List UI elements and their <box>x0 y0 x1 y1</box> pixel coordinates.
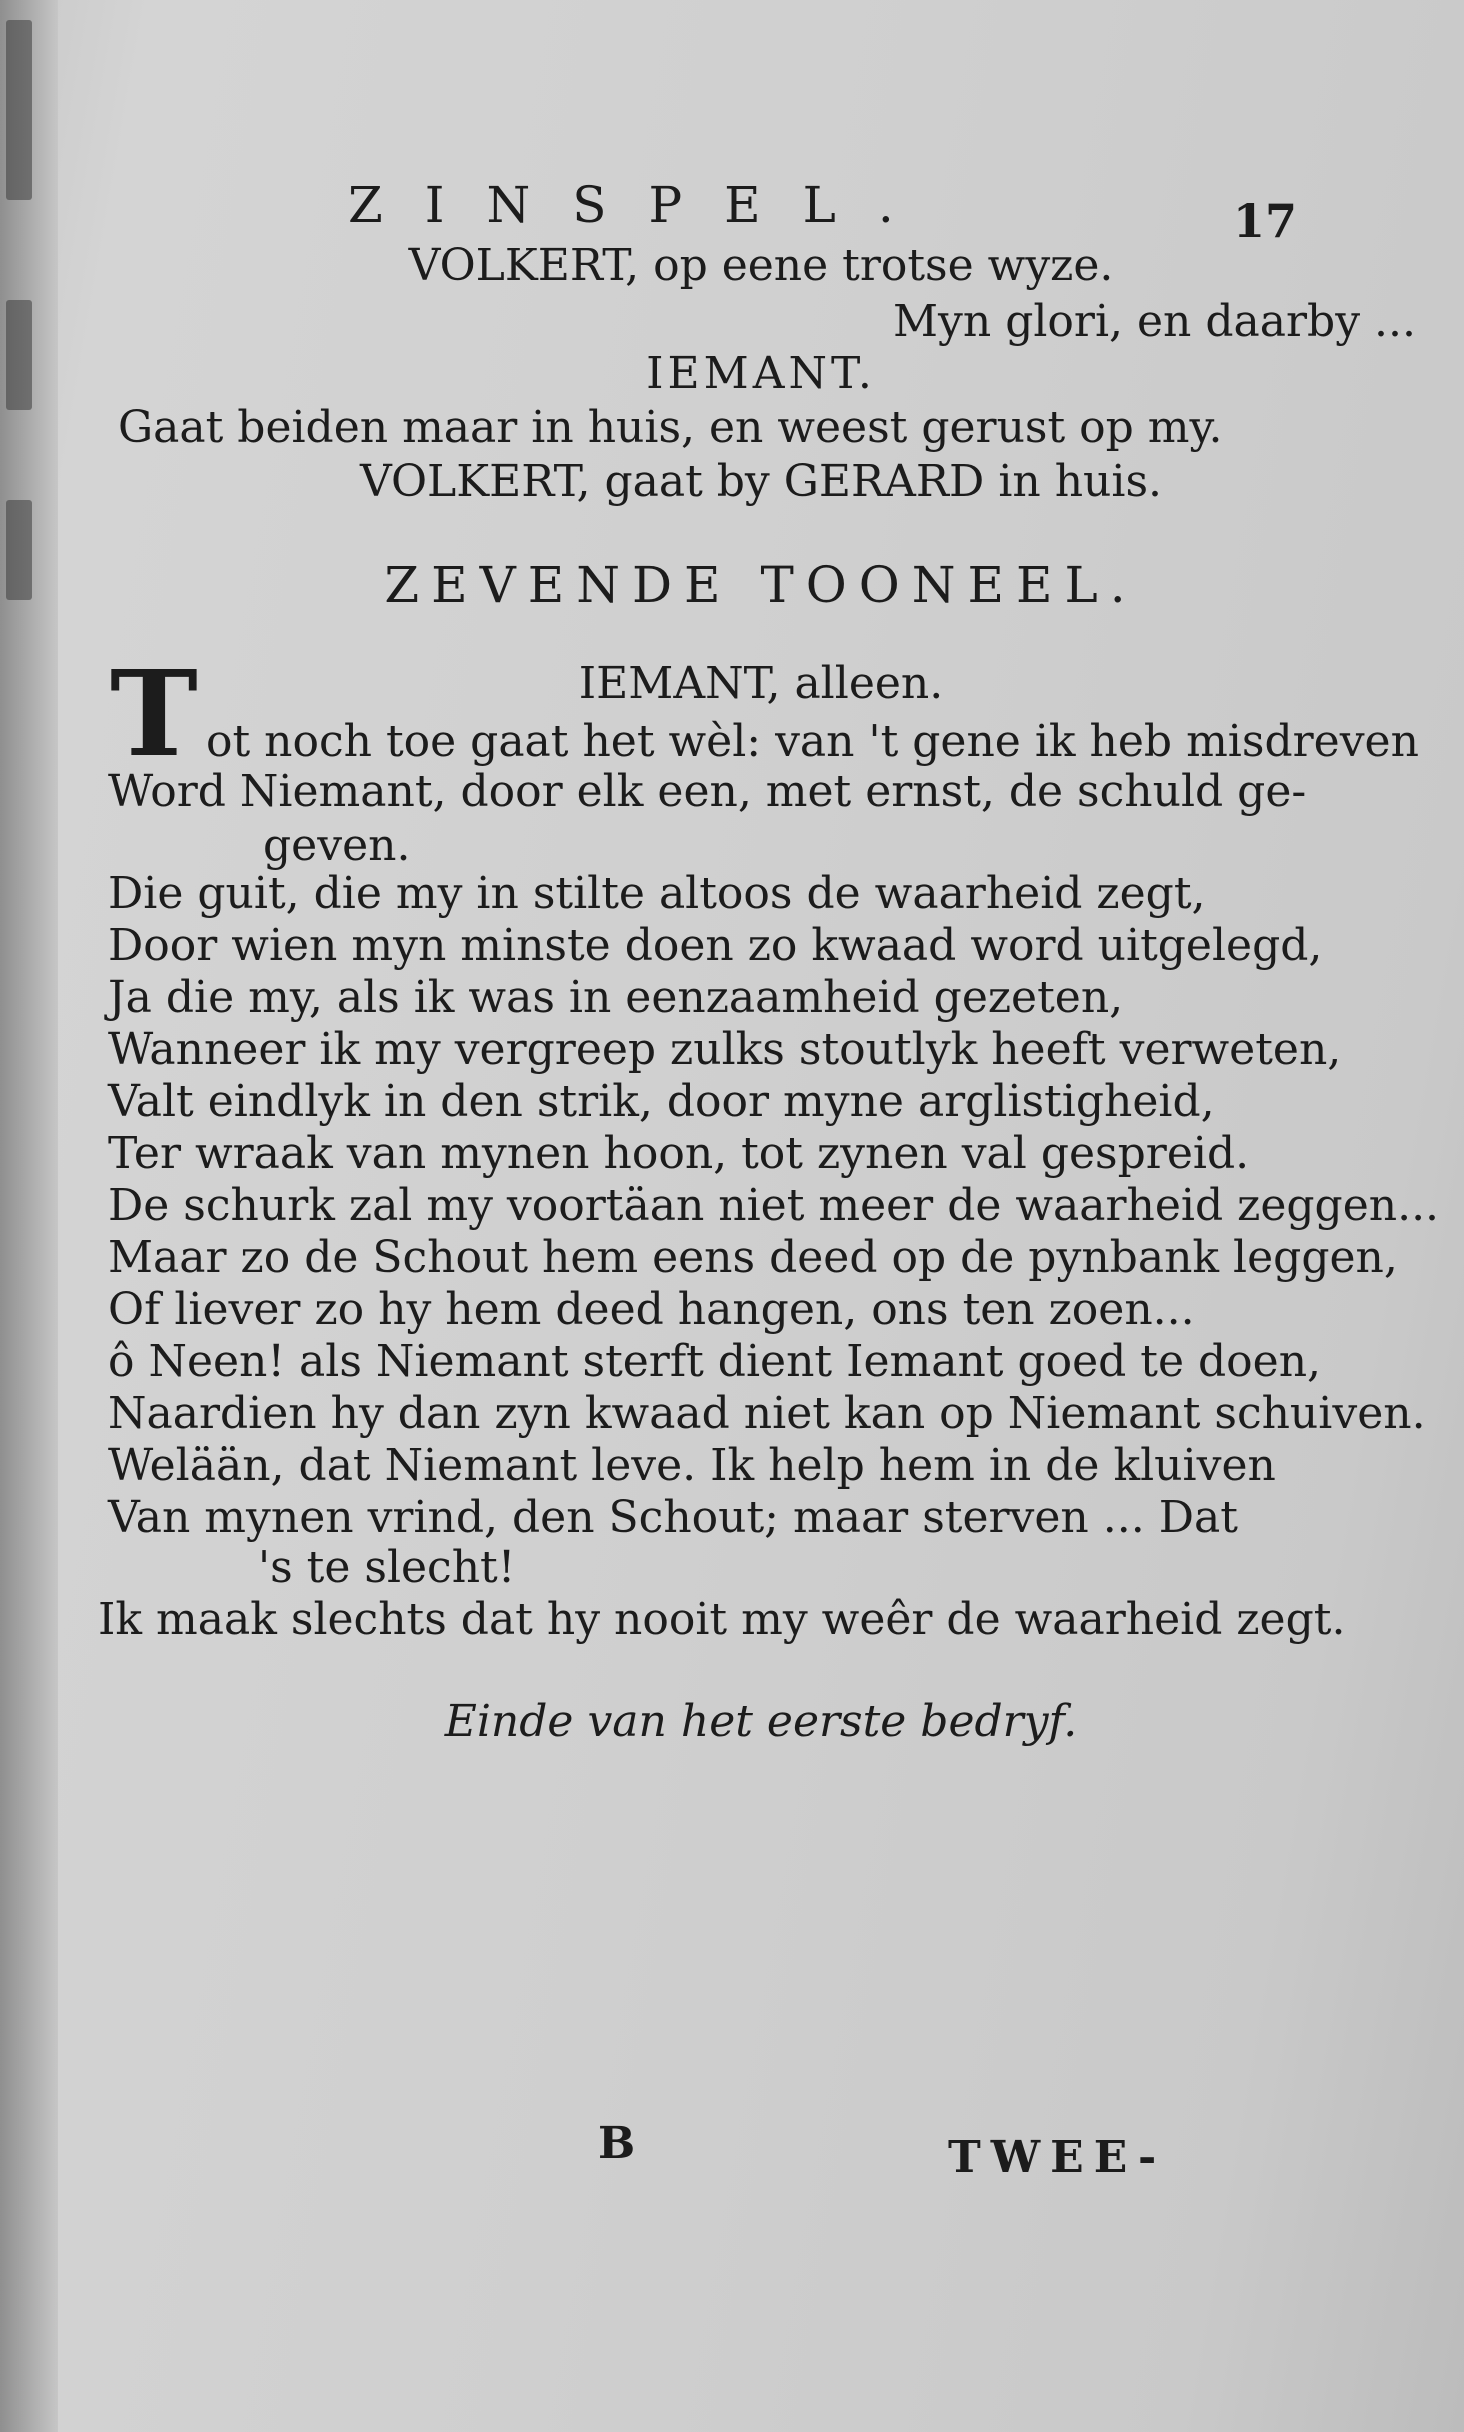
verse-line: Die guit, die my in stilte altoos de waarheid zegt, <box>108 868 1206 919</box>
facing-page-ink-mark <box>6 500 32 600</box>
verse-line: Welään, dat Niemant leve. Ik help hem in de kluiven <box>108 1440 1276 1491</box>
verse-line: Door wien myn minste doen zo kwaad word uitgelegd, <box>108 920 1323 971</box>
stage-direction-volkert-exit: VOLKERT, gaat by GERARD in huis. <box>359 456 1163 507</box>
verse-line: ot noch toe gaat het wèl: van 't gene ik heb misdreven <box>206 716 1419 767</box>
speaker-iemant-alone: IEMANT, alleen. <box>578 658 944 709</box>
drop-cap: T <box>110 644 198 783</box>
verse-line-myn-glori: Myn glori, en daarby ... <box>892 296 1416 347</box>
facing-page-ink-mark <box>6 20 32 200</box>
verse-line: geven. <box>263 820 411 871</box>
stage-direction-volkert-proud: VOLKERT, op eene trotse wyze. <box>408 240 1114 291</box>
facing-page-ink-mark <box>6 300 32 410</box>
page-number: 17 <box>1233 194 1298 248</box>
verse-line: Valt eindlyk in den strik, door myne arglistigheid, <box>108 1076 1215 1127</box>
verse-line: 's te slecht! <box>258 1542 516 1593</box>
book-page <box>58 0 1464 2432</box>
speaker-iemant: IEMANT. <box>646 348 876 399</box>
verse-line: Wanneer ik my vergreep zulks stoutlyk heeft verweten, <box>108 1024 1342 1075</box>
verse-line: Naardien hy dan zyn kwaad niet kan op Niemant schuiven. <box>108 1388 1426 1439</box>
verse-line: ô Neen! als Niemant sterft dient Iemant goed te doen, <box>108 1336 1322 1387</box>
verse-line: Ja die my, als ik was in eenzaamheid gezeten, <box>108 972 1124 1023</box>
act-end-note: Einde van het eerste bedryf. <box>444 1696 1078 1747</box>
running-title: ZINSPEL. <box>348 176 936 234</box>
catchword: TWEE- <box>948 2132 1167 2183</box>
verse-line: Of liever zo hy hem deed hangen, ons ten zoen... <box>108 1284 1195 1335</box>
verse-line: De schurk zal my voortäan niet meer de waarheid zeggen... <box>108 1180 1440 1231</box>
verse-line: Word Niemant, door elk een, met ernst, de schuld ge- <box>108 766 1307 817</box>
scene-heading: ZEVENDE TOONEEL. <box>384 556 1138 614</box>
verse-line: Van mynen vrind, den Schout; maar sterven ... Dat <box>108 1492 1238 1543</box>
verse-line: Ter wraak van mynen hoon, tot zynen val gespreid. <box>108 1128 1250 1179</box>
signature-mark: B <box>598 2118 646 2169</box>
verse-line: Ik maak slechts dat hy nooit my weêr de waarheid zegt. <box>98 1594 1346 1645</box>
verse-line-gaat-beiden: Gaat beiden maar in huis, en weest gerust op my. <box>118 402 1223 453</box>
book-gutter <box>0 0 58 2432</box>
verse-line: Maar zo de Schout hem eens deed op de pynbank leggen, <box>108 1232 1398 1283</box>
